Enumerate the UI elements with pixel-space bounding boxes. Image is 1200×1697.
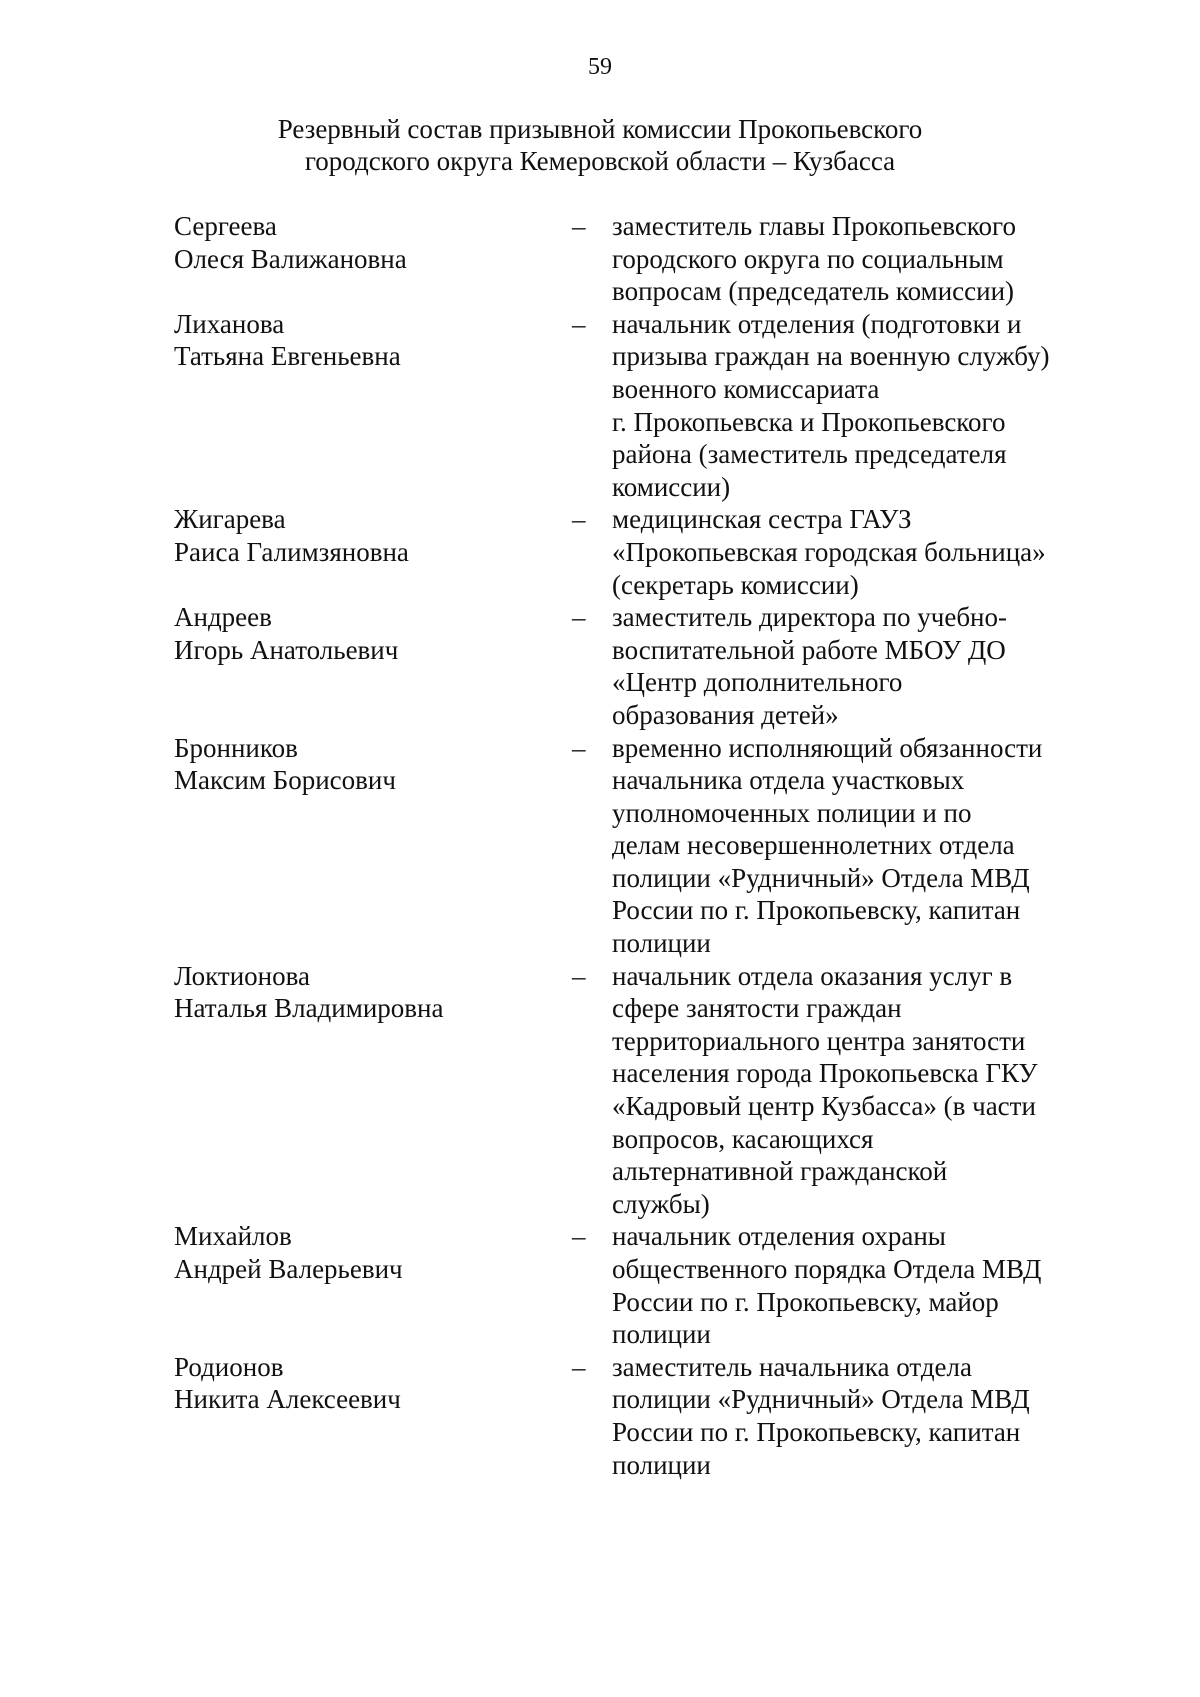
member-given-names: Максим Борисович: [174, 765, 396, 796]
member-entry: [174, 1351, 1114, 1481]
member-role: [612, 1351, 1098, 1481]
member-role-line: полиции: [612, 928, 711, 959]
member-role-line: начальник отделения (подготовки и: [612, 308, 1022, 339]
member-role-line: вопросов, касающихся: [612, 1123, 874, 1154]
member-surname: Сергеева: [174, 211, 277, 241]
member-role-line: сфере занятости граждан: [612, 993, 902, 1024]
member-name: [174, 308, 572, 373]
member-role-line: России по г. Прокопьевску, майор: [612, 1286, 999, 1317]
member-entry: [174, 960, 1114, 1221]
member-role-line: альтернативной гражданской: [612, 1156, 948, 1187]
member-entry: [174, 732, 1114, 960]
member-role-line: начальник отдела оказания услуг в: [612, 960, 1013, 991]
member-role-line: заместитель главы Прокопьевского: [612, 211, 1016, 241]
member-role: [612, 601, 1098, 731]
member-role-line: заместитель начальника отдела: [612, 1351, 972, 1382]
member-name: [174, 960, 572, 1025]
member-surname: Жигарева: [174, 504, 286, 535]
member-given-names: Олеся Валижановна: [174, 243, 407, 274]
member-role-line: заместитель директора по учебно-: [612, 602, 1007, 633]
member-given-names: Игорь Анатольевич: [174, 634, 399, 665]
member-role: [612, 308, 1098, 504]
member-dash: –: [572, 211, 586, 241]
member-role-line: службы): [612, 1188, 710, 1219]
member-role: [612, 1220, 1098, 1350]
member-entry: [174, 210, 1114, 308]
member-role-line: «Центр дополнительного: [612, 667, 903, 698]
member-entry: [174, 601, 1114, 731]
member-role-line: г. Прокопьевска и Прокопьевского: [612, 406, 1006, 437]
member-role-line: призыва граждан на военную службу): [612, 341, 1050, 372]
member-role-line: общественного порядка Отдела МВД: [612, 1254, 1042, 1284]
member-role-line: полиции «Рудничный» Отдела МВД: [612, 1384, 1030, 1415]
title-line-1: Резервный состав призывной комиссии Прокопьевского: [277, 114, 923, 144]
members-list: [174, 210, 1114, 1481]
member-surname: Родионов: [174, 1351, 284, 1382]
member-name: [174, 732, 572, 797]
member-given-names: Андрей Валерьевич: [174, 1254, 403, 1284]
member-dash: –: [572, 960, 586, 991]
member-given-names: Никита Алексеевич: [174, 1384, 401, 1415]
document-title: [0, 113, 1200, 177]
member-surname: Андреев: [174, 602, 272, 633]
member-role-line: военного комиссариата: [612, 373, 880, 404]
member-entry: [174, 503, 1114, 601]
member-name: [174, 601, 572, 666]
member-dash: –: [572, 308, 586, 339]
member-role-line: населения города Прокопьевска ГКУ: [612, 1058, 1038, 1089]
member-surname: Бронников: [174, 732, 298, 763]
member-role-line: медицинская сестра ГАУЗ: [612, 504, 912, 535]
member-entry: [174, 308, 1114, 504]
member-entry: [174, 1220, 1114, 1350]
member-dash: –: [572, 602, 586, 633]
member-role-line: полиции «Рудничный» Отдела МВД: [612, 862, 1030, 893]
member-dash: –: [572, 504, 586, 535]
member-given-names: Наталья Владимировна: [174, 993, 444, 1024]
member-role-line: воспитательной работе МБОУ ДО: [612, 634, 1006, 665]
member-dash: –: [572, 732, 586, 763]
member-name: [174, 210, 572, 275]
member-role-line: района (заместитель председателя: [612, 439, 1007, 470]
title-line-2: городского округа Кемеровской области – Кузбасса: [304, 146, 896, 176]
member-role: [612, 210, 1098, 308]
member-role: [612, 732, 1098, 960]
member-role-line: делам несовершеннолетних отдела: [612, 830, 1015, 861]
member-role-line: образования детей»: [612, 699, 839, 730]
member-role-line: полиции: [612, 1449, 711, 1480]
member-surname: Михайлов: [174, 1221, 292, 1252]
page-number: 59: [588, 54, 612, 80]
member-role-line: «Кадровый центр Кузбасса» (в части: [612, 1091, 1036, 1122]
member-role-line: комиссии): [612, 471, 731, 502]
member-surname: Лиханова: [174, 308, 285, 339]
member-given-names: Раиса Галимзяновна: [174, 536, 409, 567]
member-name: [174, 503, 572, 568]
member-name: [174, 1220, 572, 1285]
member-role: [612, 960, 1098, 1221]
member-dash: –: [572, 1351, 586, 1382]
member-role-line: полиции: [612, 1319, 711, 1350]
member-name: [174, 1351, 572, 1416]
member-role-line: городского округа по социальным: [612, 243, 1004, 274]
member-role: [612, 503, 1098, 601]
member-role-line: начальник отделения охраны: [612, 1221, 946, 1252]
member-role-line: (секретарь комиссии): [612, 569, 859, 600]
member-role-line: России по г. Прокопьевску, капитан: [612, 895, 1021, 926]
member-role-line: территориального центра занятости: [612, 1025, 1026, 1056]
member-role-line: России по г. Прокопьевску, капитан: [612, 1416, 1021, 1447]
member-dash: –: [572, 1221, 586, 1252]
member-role-line: уполномоченных полиции и по: [612, 797, 972, 828]
member-role-line: «Прокопьевская городская больница»: [612, 536, 1046, 567]
member-role-line: начальника отдела участковых: [612, 765, 965, 796]
member-surname: Локтионова: [174, 960, 310, 991]
member-role-line: временно исполняющий обязанности: [612, 732, 1043, 763]
member-given-names: Татьяна Евгеньевна: [174, 341, 401, 372]
member-role-line: вопросам (председатель комиссии): [612, 276, 1015, 307]
